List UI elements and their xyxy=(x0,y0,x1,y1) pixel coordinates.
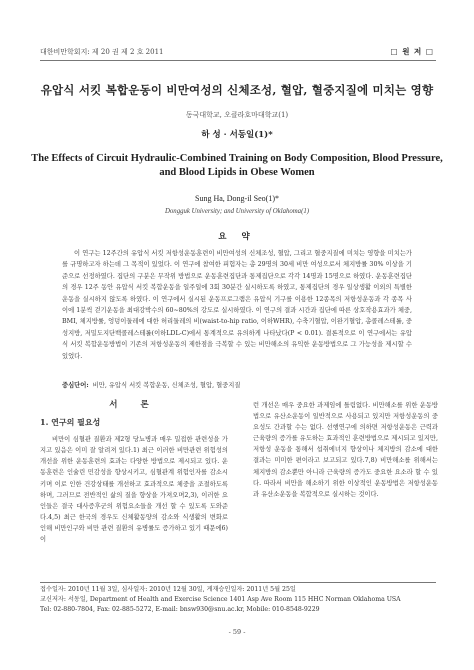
intro-right-text: 런 개선은 매우 중요한 과제임에 틀림없다. 비만해소를 위한 운동방법으로 유산소운동이 일반적으로 사용되고 있지만 저항성운동의 중요성도 간과할 수는 없다. 선행연구에 의하면 저항성운동은 근력과 근육량의 증가를 유도하는 효과적인 훈련방법으로 제시되고 있지만, 저항성 운동을 통해서 섭취에너지 향상이나 체지방의 감소에 대한 결과는 미미한 편이라고 보고되고 있다.7,8) 비만해소를 위해서는 체지방의 감소뿐만 아니라 근육량의 증가도 중요한 요소라 할 수 있다. 따라서 비만을 해소하기 위한 이상적인 운동방법은 저항성운동과 유산소운동을 복합적으로 실시하는 것이다. xyxy=(253,402,438,498)
abstract-heading: 요 약 xyxy=(218,232,256,242)
left-column xyxy=(40,400,228,545)
footnote-contact: Tel: 02-880-7804, Fax: 02-885-5272, E-mail: bnsw930@snu.ac.kr, Mobile: 010-8548-9229 xyxy=(40,606,320,613)
korean-authors: 하 성 · 서동일(1)* xyxy=(201,130,273,140)
right-column xyxy=(253,400,438,500)
abstract-text: 이 연구는 12주간의 유압식 서킷 저항성운동훈련이 비만여성의 신체조성, 혈압, 그리고 혈중지질에 미치는 영향을 미치는가를 규명하고자 하는데 그 목적이 있었다. 이 연구에 참여한 피험자는 총 29명의 30세 비만 여성으로서 체지방률 30% 이상을 기준으로 선정하였다. 집단의 구분은 무작위 방법으로 운동훈련집단과 통제집단으로 각각 14명과 15명으로 하였다. 운동훈련집단의 경우 12주 동안 유압식 서킷 복합운동을 일주일에 3회 30분간 실시하도록 하였고, 통제집단의 경우 일상생활 이외의 특별한 운동을 실시하지 않도록 하였다. 이 연구에서 실시된 운동프로그램은 유압식 기구를 이용한 12종목의 저항성운동과 각 종목 사이에 1분씩 걷기운동을 최대강박수의 60~80%의 강도로 실시하였다. 이 연구의 결과 시간과 집단에 따른 상호작용효과가 체중, BMI, 체지방률, 엉덩이둘레에 대한 허리둘레의 비(waist-to-hip ratio, 이하WHR), 수축기혈압, 이완기혈압, 총콜레스테롤, 중성지방, 저밀도지단백콜레스테롤(이하LDL-C)에서 통계적으로 유의하게 나타났다(P < 0.01). 결론적으로 이 연구에서는 유압식 서킷 복합운동방법이 기존의 저항성운동의 제한점을 극복할 수 있는 비만해소의 유익한 운동방법으로 그 가능성을 제시할 수 있었다. xyxy=(62,250,412,360)
english-title: The Effects of Circuit Hydraulic-Combined Training on Body Composition, Blood Pressure, and Blood Lipids in Obese Women xyxy=(31,153,443,178)
footnote-received: 접수일자: 2010년 11월 3일, 심사일자: 2010년 12월 30일, 게재승인일자: 2011년 5월 25일 xyxy=(40,586,296,593)
article-type: □ 원 저 □ xyxy=(390,47,434,56)
keywords-label: 중심단어: xyxy=(62,382,89,389)
keywords-text: 비만, 유압식 서킷 복합운동, 신체조성, 혈압, 혈중지질 xyxy=(92,382,241,389)
intro-heading: 서 론 xyxy=(109,400,159,410)
intro-left-text: 비만이 심혈관 질환과 제2형 당뇨병과 매우 밀접한 관련성을 가지고 있음은 이미 잘 알려져 있다.1) 최근 이러한 비만관련 위험성의 개선을 위한 운동훈련의 효과는 다양한 방법으로 제시되고 있다. 운동훈련은 인슐린 민감성을 향상시키고, 심혈관계 위험인자를 감소시키며 이로 인한 건강상태를 개선하고 효과적으로 체중을 조절하도록 하며, 그러므로 전반적인 삶의 질을 향상을 가져오며2,3), 이러한 요인들은 결국 대사증후군의 위험요소들을 개선 할 수 있도록 도와준다.4,5) 최근 한국의 경우도 신체활동양의 감소와 식생활의 변화로 인해 비만인구와 비만 관련 질환의 유병률도 증가하고 있기 때문에6) 이 xyxy=(40,436,228,544)
footnote-correspondence: 교신저자: 서동일, Department of Health and Exercise Science 1401 Asp Ave Room 115 HHC Norman Oklahoma USA xyxy=(40,596,401,603)
footnote-rule xyxy=(40,582,436,583)
page-number: - 59 - xyxy=(228,628,246,636)
english-authors: Sung Ha, Dong-il Seo(1)* xyxy=(195,194,279,203)
korean-title: 유압식 서킷 복합운동이 비만여성의 신체조성, 혈압, 혈중지질에 미치는 영향 xyxy=(40,83,434,97)
keywords xyxy=(62,380,412,389)
journal-header: 대한비만학회지: 제 20 권 제 2 호 2011 xyxy=(40,48,164,56)
abstract-body xyxy=(62,248,412,362)
footnote xyxy=(40,585,436,615)
korean-affiliation: 동국대학교, 오클라호마대학교(1) xyxy=(185,111,289,119)
intro-subheading: 1. 연구의 필요성 xyxy=(40,417,101,428)
english-affiliation: Dongguk University; and University of Oklahoma(1) xyxy=(164,208,310,215)
header-rule xyxy=(40,60,436,61)
